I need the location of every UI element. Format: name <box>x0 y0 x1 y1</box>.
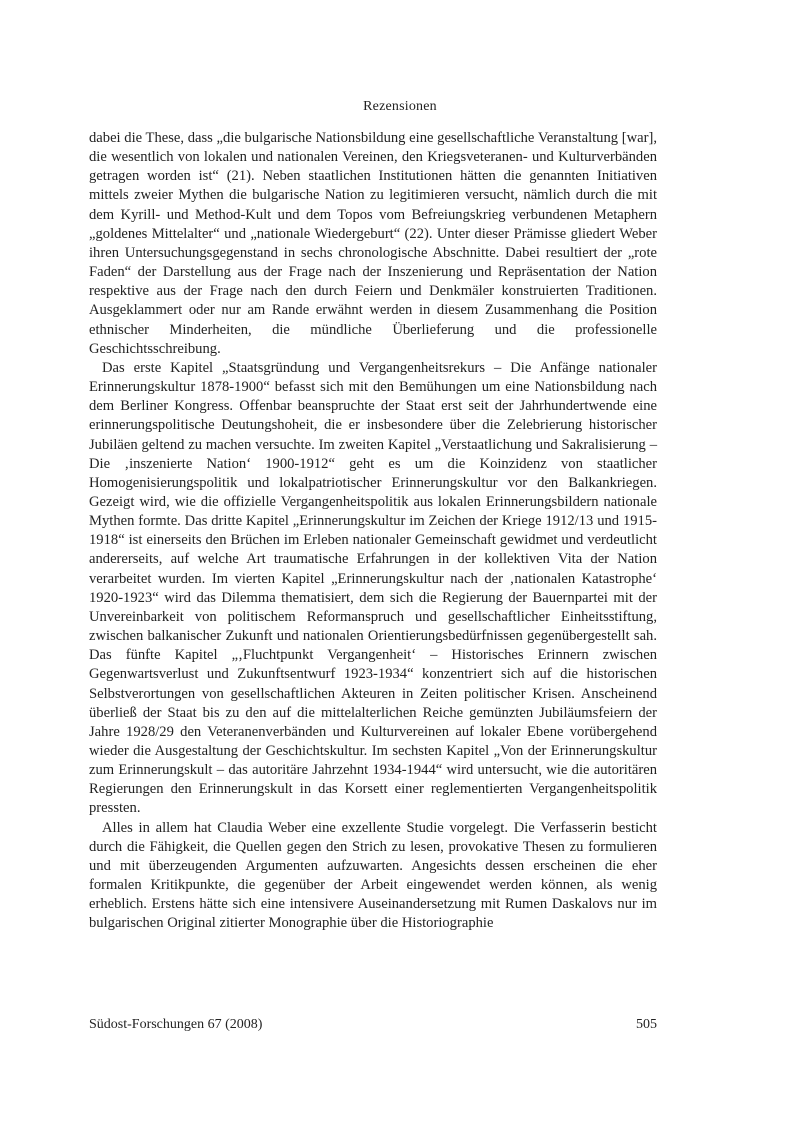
paragraph-1: dabei die These, dass „die bulgarische Nationsbildung eine gesellschaftliche Veranstaltung [war], die wesentlich von lokalen und nationalen Vereinen, den Kriegsveteranen- und Kulturverbänden getragen worden ist“ (21). Neben staatlichen Institutionen hätten die genannten Initiativen mittels zweier Mythen die bulgarische Nation zu legitimieren versucht, nämlich durch die mit dem Kyrill- und Method-Kult und dem Topos vom Befreiungskrieg verbundenen Metaphern „goldenes Mittelalter“ und „nationale Wiedergeburt“ (22). Unter dieser Prämisse gliedert Weber ihren Untersuchungsgegenstand in sechs chronologische Abschnitte. Dabei resultiert der „rote Faden“ der Darstellung aus der Frage nach der Inszenierung und Repräsentation der Nation respektive aus der Frage nach den durch Feiern und Denkmäler konstruierten Traditionen. Ausgeklammert oder nur am Rande erwähnt werden in diesem Zusammenhang die Position ethnischer Minderheiten, die mündliche Überlieferung und die professionelle Geschichtsschreibung. <box>89 130 657 357</box>
page-number: 505 <box>636 1017 657 1032</box>
paragraph-2: Das erste Kapitel „Staatsgründung und Vergangenheitsrekurs – Die Anfänge nationaler Erinnerungskultur 1878-1900“ befasst sich mit den Bemühungen um eine Nationsbildung nach dem Berliner Kongress. Offenbar beanspruchte der Staat erst seit der Jahrhundertwende eine erinnerungspolitische Deutungshoheit, die er insbesondere über die Zelebrierung historischer Jubiläen geltend zu machen versuchte. Im zweiten Kapitel „Verstaatlichung und Sakralisierung – Die ‚inszenierte Nation‘ 1900-1912“ geht es um die Koinzidenz von staatlicher Homogenisierungspolitik und lokalpatriotischer Erinnerungskultur vor den Balkankriegen. Gezeigt wird, wie die offizielle Vergangenheitspolitik aus lokalen Erinnerungsbildern nationale Mythen formte. Das dritte Kapitel „Erinnerungskultur im Zeichen der Kriege 1912/13 und 1915-1918“ ist einerseits den Brüchen im Erleben nationaler Gemeinschaft gewidmet und verdeutlicht andererseits, auf welche Art traumatische Erfahrungen in der kollektiven Vita der Nation verarbeitet wurden. Im vierten Kapitel „Erinnerungskultur nach der ‚nationalen Katastrophe‘ 1920-1923“ wird das Dilemma thematisiert, dem sich die Regierung der Bauernpartei mit der Unvereinbarkeit von politischem Reformanspruch und gesellschaftlicher Einheitsstiftung, zwischen balkanischer Zukunft und nationalen Orientierungsbedürfnissen gegenübergestellt sah. Das fünfte Kapitel „‚Fluchtpunkt Vergangenheit‘ – Historisches Erinnern zwischen Gegenwartsverlust und Zukunftsentwurf 1923-1934“ konzentriert sich auf die historischen Selbstverortungen von gesellschaftlichen Akteuren in Zeiten politischer Krisen. Anscheinend überließ der Staat bis zu den auf die mittelalterlichen Reiche gemünzten Jubiläumsfeiern der Jahre 1928/29 den Veteranenverbänden und Kulturvereinen auf lokaler Ebene vorübergehend wieder die Ausgestaltung der Geschichtskultur. Im sechsten Kapitel „Von der Erinnerungskultur zum Erinnerungskult – das autoritäre Jahrzehnt 1934-1944“ wird untersucht, wie die autoritären Regierungen den Erinnerungskult in das Korsett einer reglementierten Vergangenheitspolitik pressten. <box>89 359 657 817</box>
paragraph-3: Alles in allem hat Claudia Weber eine exzellente Studie vorgelegt. Die Verfasserin besticht durch die Fähigkeit, die Quellen gegen den Strich zu lesen, provokative Thesen zu formulieren und mit überzeugenden Argumenten aufzuwarten. Angesichts dessen erscheinen die eher formalen Kritikpunkte, die gegenüber der Arbeit eingewendet werden können, als wenig erheblich. Erstens hätte sich eine intensivere Auseinandersetzung mit Rumen Daskalovs nur im bulgarischen Original zitierter Monographie über die Historiographie <box>89 819 657 932</box>
page-footer <box>89 1017 657 1033</box>
review-body <box>89 129 657 934</box>
journal-citation: Südost-Forschungen 67 (2008) <box>89 1017 263 1032</box>
running-head: Rezensionen <box>363 99 437 114</box>
